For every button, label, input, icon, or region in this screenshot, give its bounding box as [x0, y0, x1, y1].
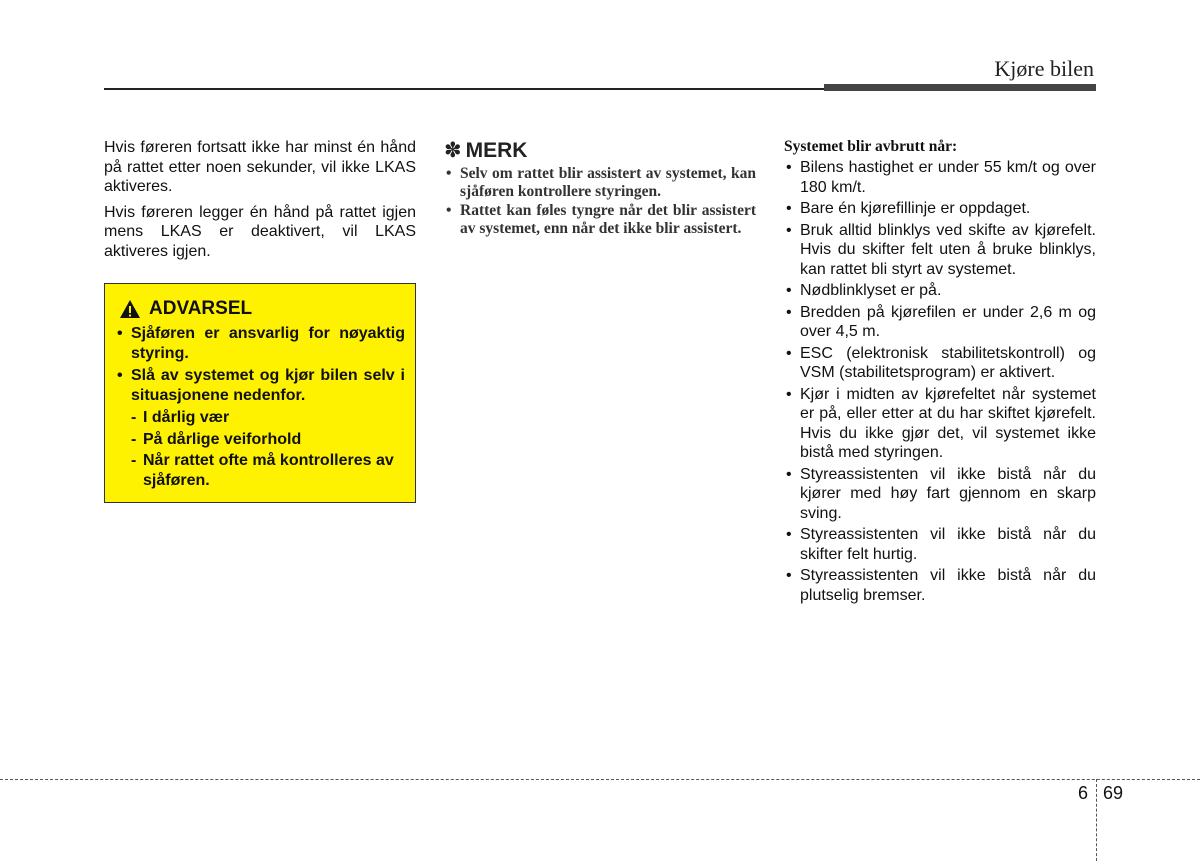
sub-list-item: - I dårlig vær [115, 408, 405, 428]
condition-list [784, 158, 1096, 605]
note-list [444, 165, 756, 238]
list-item: • ESC (elektronisk stabilitetskontroll) og VSM (stabilitetsprogram) er aktivert. [784, 344, 1096, 383]
page-header-title: Kjøre bilen [994, 56, 1094, 81]
footer-vertical-divider [1096, 779, 1097, 861]
header-rule [104, 88, 826, 90]
column-left [104, 138, 416, 503]
list-item: • Bredden på kjørefilen er under 2,6 m og over 4,5 m. [784, 303, 1096, 342]
page-number: 69 [1103, 783, 1124, 803]
list-item: • Styreassistenten vil ikke bistå når du plutselig bremser. [784, 566, 1096, 605]
section-heading: Systemet blir avbrutt når: [784, 138, 958, 155]
note-title-text: MERK [465, 138, 528, 162]
list-item: • Bare én kjørefillinje er oppdaget. [784, 199, 1096, 219]
list-item: • Kjør i midten av kjørefeltet når systemet er på, eller etter at du har skiftet kjørefelt. Hvis du ikke gjør det, vil systemet ikke bistå med styringen. [784, 385, 1096, 463]
warning-triangle-icon [119, 299, 141, 319]
warning-sub-list [115, 408, 405, 490]
list-item: • Sjåføren er ansvarlig for nøyaktig styring. [115, 324, 405, 363]
sub-list-item: - Når rattet ofte må kontrolleres av sjåføren. [115, 451, 405, 490]
chapter-number: 6 [1078, 783, 1089, 803]
header-rule-accent [824, 84, 1096, 91]
warning-list [115, 324, 405, 405]
list-item: • Bilens hastighet er under 55 km/t og over 180 km/t. [784, 158, 1096, 197]
column-middle [444, 138, 756, 239]
paragraph: Hvis føreren fortsatt ikke har minst én hånd på rattet etter noen sekunder, vil ikke LKAS aktiveres. [104, 139, 416, 195]
warning-title [119, 298, 405, 320]
list-item: • Selv om rattet blir assistert av systemet, kan sjåføren kontrollere styringen. [444, 165, 756, 201]
asterisk-icon: ✽ [444, 139, 462, 162]
column-right [784, 138, 1096, 607]
warning-box [104, 283, 416, 503]
list-item: • Rattet kan føles tyngre når det blir assistert av systemet, enn når det ikke blir assistert. [444, 202, 756, 238]
footer-divider [0, 779, 1200, 780]
list-item-text: Slå av systemet og kjør bilen selv i situasjonene nedenfor. [131, 367, 405, 404]
list-item: • Nødblinklyset er på. [784, 281, 1096, 301]
list-item: • Styreassistenten vil ikke bistå når du skifter felt hurtig. [784, 525, 1096, 564]
warning-title-text: ADVARSEL [149, 298, 253, 319]
list-item: • Bruk alltid blinklys ved skifte av kjørefelt. Hvis du skifter felt uten å bruke blinklys, kan rattet bli styrt av systemet. [784, 221, 1096, 280]
list-item [115, 366, 405, 405]
list-item: • Styreassistenten vil ikke bistå når du kjører med høy fart gjennom en skarp sving. [784, 465, 1096, 524]
paragraph: Hvis føreren legger én hånd på rattet igjen mens LKAS er deaktivert, vil LKAS aktiveres igjen. [104, 203, 416, 260]
sub-list-item: - På dårlige veiforhold [115, 430, 405, 450]
note-title [444, 138, 756, 163]
